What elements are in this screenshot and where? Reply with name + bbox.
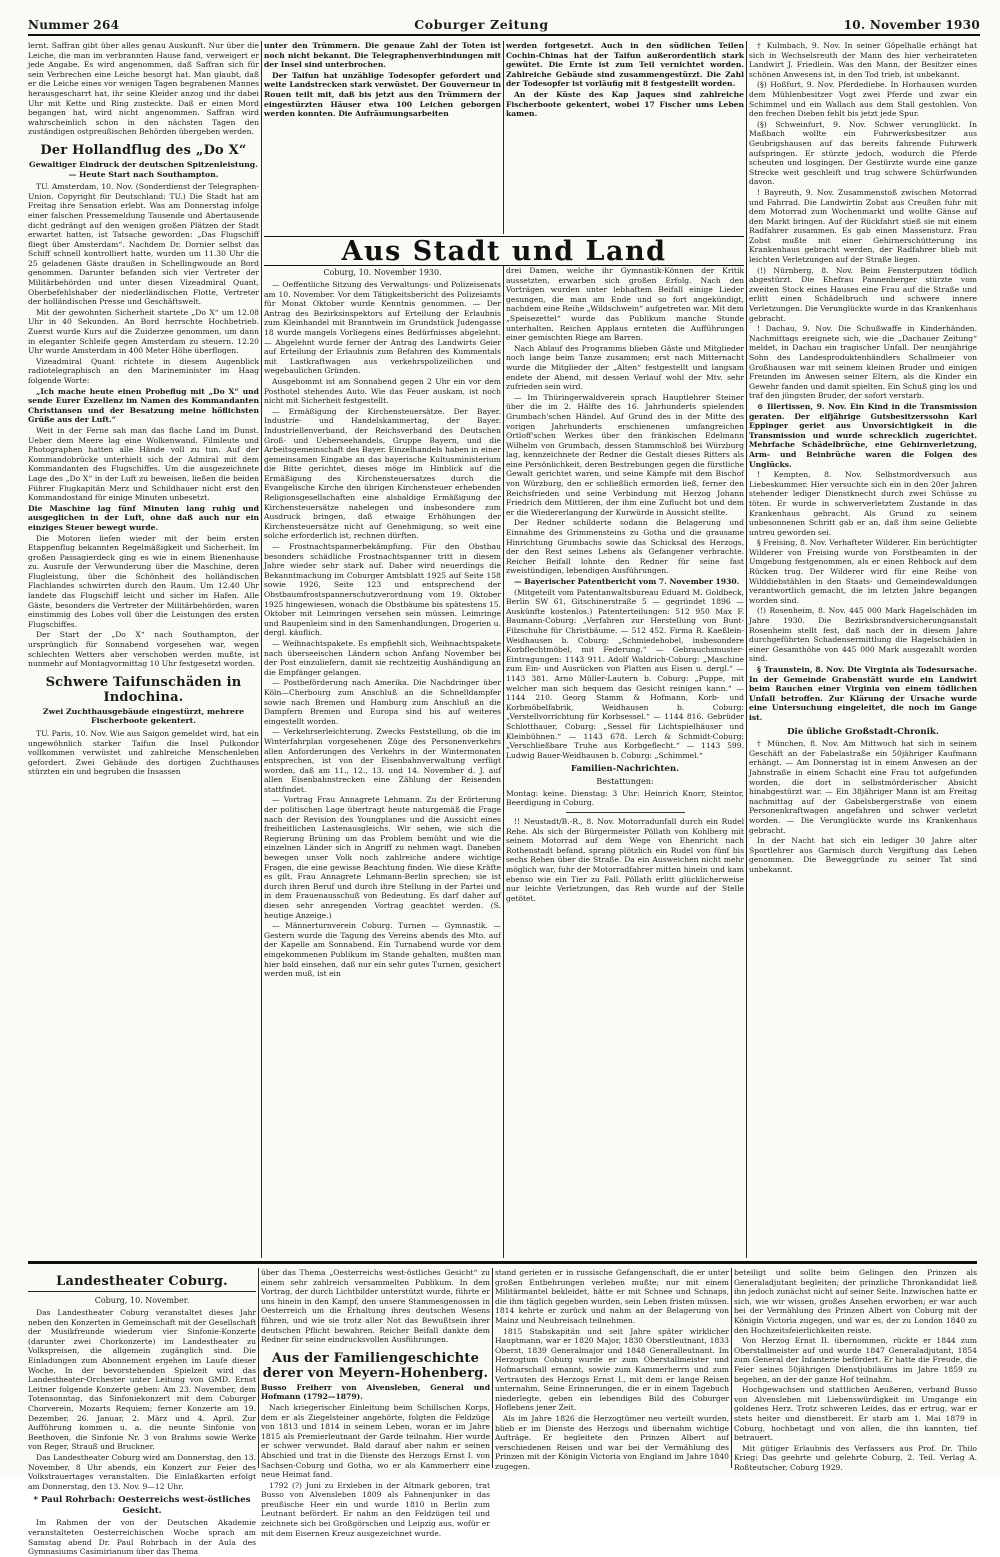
article-paragraph: An der Küste des Kap Jaques sind zahlreiche Fischerboote gekentert, wobei 17 Fischer ums Leben kamen. [506,89,744,119]
article-paragraph: † Kulmbach, 9. Nov. In seiner Göpelhalle erhängt hat sich in Wechselsreuth der Mann des hier verheirateten Landwirt J. Friedlein. Was den Mann, der Besitzer eines schönen Anwesens ist, in den Tod trieb, ist unbekannt. [749,41,977,79]
article-paragraph: † München, 8. Nov. Am Mittwoch hat sich in seinem Geschäft an der Fabelastraße ein 50jähriger Kaufmann erhängt. — Am Donnerstag ist in einem Anwesen an der Jahnstraße in einem Schacht eine Frau tot aufgefunden worden, die dort in selbstmörderischer Absicht hinabgestürzt war. — Ein 38jähriger Mann ist am Freitag nachmittag auf der Gabelsbergerstraße von einem Personenkraftwagen angefahren und schwer verletzt worden. — Die Verunglückte wurde ins Krankenhaus gebracht. [749,739,977,835]
headline-taifun: Schwere Taifunschäden in Indochina. [45,674,242,705]
dateline: Coburg, 10. November. [94,1296,190,1305]
family-news-heading: Familien-Nachrichten. [570,764,680,775]
article-paragraph: (!) Rosenheim, 8. Nov. 445 000 Mark Hagelschäden im Jahre 1930. Die Bezirksbrandversicherungsanstalt Rosenheim stellt fest, daß nach der in diesem Jahre durchgeführten Schadensermittlung die Hagelschäden in einer Gesamthöhe von 445 000 Mark ausgezahlt worden sind. [749,606,977,664]
article-paragraph: — Verkehrserleichterung. Zwecks Feststellung, ob die im Winterfahrplan vorgesehenen Züge des Personenverkehrs allen Anforderungen des Verkehrs in der Wintermonaten entsprechen, ist von der Eisenbahnverwaltung verfügt worden, daß am 11., 12., 13. und 14. November d. J. auf allen Eisenbahnstrecken eine Zählung der Reisenden stattfindet. [264,727,501,794]
article-paragraph: unter den Trümmern. Die genaue Zahl der Toten ist noch nicht bekannt. Die Telegraphenverbindungen mit der Insel sind unterbrochen. [264,41,501,70]
article-paragraph: Als im Jahre 1826 die Herzogtümer neu verteilt wurden, blieb er im Dienste des Herzogs und übernahm wichtige Aufträge. Er begleitete den Prinzen Albert auf verschiedenen Reisen und war bei der Vermählung des Prinzen mit der Königin Victoria von England im Jahre 1840 zugegen. [495,1413,729,1471]
issue-date: 10. November 1930 [843,18,980,32]
article-paragraph: ⊙ Illertissen, 9. Nov. Ein Kind in die Transmission geraten. Der elfjährige Gutsbesitzerssohn Karl Eppinger geriet aus Unvorsichtigkeit in die Transmission und wurde schrecklich zugerichtet. Mehrfache Schädelbrüche, eine Gehirnverletzung, Arm- und Beinbrüche waren die Folgen des Unglücks. [749,401,977,469]
article-paragraph: stand gerieten er in russische Gefangenschaft, die er unter großen Entbehrungen verleben mußte; nur mit einem Militärmantel bekleidet, hätte er mit Schnee und Schnaps, die ihm täglich gegeben wurden, sein Leben fristen müssen. 1814 kehrte er zurück und nahm an der Belagerung von Mainz und Neubreisach teilnehmen. [495,1268,729,1325]
article-paragraph: — Im Thüringerwaldverein sprach Hauptlehrer Steiner über die im 2. Hälfte des 16. Jahrhunderts spielenden Grumbach'schen Händel. Auf Grund des in der Mitte des vorigen Jahrhunderts erschienenen umfangreichen Ortloff'schen Werkes über den fränkischen Edelmann Wilhelm von Grumbach, dessen Stammschloß bei Würzburg lag, kennzeichnete der Redner die Gestalt dieses Ritters als eine Persönlichkeit, deren Bestrebungen gegen die fürstliche Gewalt gerichtet waren, und seine Kämpfe mit dem Bischof von Würzburg, den er schließlich ermorden ließ, ferner den Reichsfrieden und seine Verbindung mit Herzog Johann Friedrich dem Mittleren, der ihm eine Zuflucht bot und dem er die Wiedererlangung der Kurwürde in Aussicht stellte. [506,392,744,517]
bottom-column-2 [261,1268,490,1538]
chronicle-heading: Die übliche Großstadt-Chronik. [787,726,939,737]
masthead [28,14,980,36]
article-paragraph: Montag: keine. Dienstag: 3 Uhr: Heinrich Knorr, Steintor, Beerdigung in Coburg. [506,788,744,808]
headline-landestheater: Landestheater Coburg. [28,1274,256,1292]
article-paragraph: — Frostnachtspannerbekämpfung. Für den Obstbau besonders schädliche Frostnachtspanner tritt in diesem Jahre wieder sehr stark auf. Daher wird neuerdings die Bekanntmachung im Coburger Amtsblatt 1925 auf Seite 158 sowie 1926, Seite 123 und entsprechend der Obstbaumfrostspannerschutzverordnung vom 19. Oktober 1925 hingewiesen, wonach die Obstbäume bis spätestens 15. Oktober mit Leimringen versehen sein müssen. Leimringe und Raupenleim sind in den Samenhandlungen, Drogerien u. dergl. käuflich. [264,542,501,638]
article-paragraph: Der Start der „Do X“ nach Southampton, der ursprünglich für Sonnabend vorgesehen war, wegen schlechten Wetters aber verschoben werden mußte, ist nunmehr auf Montagvormittag 10 Uhr festgesetzt worden. [28,630,259,669]
article-paragraph: Von Herzog Ernst II. übernommen, rückte er 1844 zum Oberstallmeister auf und wurde 1847 Generaladjutant, 1854 zum General der Infanterie befördert. Er hatte die Freude, die Feier seines 50jährigen Dienstjubiläums im Jahre 1859 zu begehen, an der der ganze Hof teilnahm. [734,1336,977,1384]
article-paragraph: — Weihnachtspakete. Es empfiehlt sich, Weihnachtspakete nach überseeischen Ländern schon Anfang November bei der Post einzuliefern, damit sie rechtzeitig Aushändigung an die Empfänger gelangen. [264,638,501,677]
family-news-subheading: Bestattungen: [596,776,654,786]
column-3-top [506,41,744,234]
byline: Busso Freiherr von Alvensleben, General und Hofmann (1792—1879). [261,1382,490,1402]
bottom-column-1 [28,1268,256,1557]
headline-familiengeschichte: Aus der Familiengeschichte derer von Meyern-Hohenberg. [262,1350,489,1381]
article-paragraph: (!) Nürnberg, 8. Nov. Beim Fensterputzen tödlich abgestürzt. Die Ehefrau Pannenberger stürzte vom zweiten Stock eines Hauses eine Frau auf die Straße und erlitt einen Schädelbruch und schwere innere Verletzungen. Die Verunglückte wurde in das Krankenhaus gebracht. [749,265,977,323]
column-divider [503,41,504,234]
column-divider [258,1268,259,1468]
bottom-column-4 [734,1268,977,1472]
column-1 [28,41,259,1258]
section-banner [264,236,744,266]
article-paragraph: !! Neustadt/B.-R., 8. Nov. Motorradunfall durch ein Rudel Rehe. Als sich der Bürgermeister Pöllath von Kohlberg mit seinem Motorrad auf dem Wege von Ehenricht nach Rothenstadt befand, sprang plötzlich ein Rudel von fünf bis sechs Rehen über die Straße. Da ein Ausweichen nicht mehr möglich war, fuhr der Motorradfahrer mitten hinein und kam ebenso wie ein Tier zu Fall. Pöllath erlitt glücklicherweise nur leichte Verletzungen, das Reh wurde auf der Stelle getötet. [506,817,744,903]
article-paragraph: (§) Schweinfurt, 9. Nov. Schwer verunglückt. In Maßbach wollte ein Fuhrwerksbesitzer aus Geubrigshausen auf das bereits fahrende Fuhrwerk aufspringen. Er stürzte jedoch, wodurch die Pferde scheuten und losgingen. Der Gestürzte wurde eine ganze Strecke weit geschleift und trug schwere Schürfwunden davon. [749,119,977,187]
article-paragraph: 1815 Stabskapitän und seit Jahre später wirklicher Hauptmann, war er 1820 Major, 1830 Oberstleutnant, 1833 Oberst, 1839 Generalmajor und 1848 Generalleutnant. Im Herzogtum Coburg wurde er zum Oberstallmeister und Hofmarschall ernannt, sowie zum Kammerherrn und zum Vertrauten des Herzogs Ernst I., mit dem er lange Reisen unternahm. Seine Erinnerungen, die er in einem Tagebuch niederlegte, geben ein lebendiges Bild des Coburger Hoflebens jener Zeit. [495,1326,729,1413]
article-paragraph: (§) Hoßfurt, 9. Nov. Pferdediebe. In Horhausen wurden dem Mühlenbesitzer Vogt zwei Pferde und zwar ein Schimmel und ein Wallach aus dem Stall gestohlen. Von den frechen Dieben fehlt bis jetzt jede Spur. [749,80,977,119]
article-paragraph: ! Kempten, 8. Nov. Selbstmordversuch aus Liebeskummer. Hier versuchte sich ein in den 20er Jahren stehender lediger Dienstknecht durch zwei Schüsse zu töten. Er wurde in schwerverletztem Zustande in das Krankenhaus gebracht. Als Grund zu seinem unbesonnenen Schritt gab er an, daß ihm seine Geliebte untreu geworden sei. [749,470,977,537]
section-divider [28,1261,977,1264]
article-paragraph: — Oeffentliche Sitzung des Verwaltungs- und Polizeisenats am 10. November. Vor dem Tätigkeitsbericht des Polizeiamts für Monat Oktober wurde Kenntnis genommen. — Der Antrag des Bezirksinspektors auf Erteilung der Erlaubnis zum Kleinhandel mit Branntwein im Grundstück Judengasse 18 wurde mangels Vorliegens eines Bedürfnisses abgelehnt. — Abgelehnt wurde ferner der Antrag des Landwirts Geier auf Erteilung der Erlaubnis zum Befahren des Kummentals mit Lastkraftwagen aus verkehrspolizeilichen und wegebaulichen Gründen. [264,280,501,376]
patent-heading: — Bayerischer Patentbericht vom 7. November 1930. [514,577,740,586]
subhead-taifun: Zwei Zuchthausgebäude eingestürzt, mehrere Fischerboote gekentert. [42,706,245,726]
article-paragraph: — Postbeförderung nach Amerika. Die Nachdringer über Köln—Cherbourg zum Anschluß an die Schnelldampfer sowie nach Bremen und Hamburg zum Anschluß an die Dampfern Bremen und Europa sind bis auf weiteres eingestellt worden. [264,678,501,726]
column-4 [749,41,977,1258]
article-paragraph: Ausgebommt ist am Sonnabend gegen 2 Uhr ein vor dem Posthotel stehendes Auto. Wie das Feuer auskam, ist noch nicht mit Sicherheit festgestellt. [264,376,501,406]
article-paragraph: werden fortgesetzt. Auch in den südlichen Teilen Cochin-Chinas hat der Taifun außerordentlich stark gewütet. Die Ernte ist zum Teil vernichtet worden. Zahlreiche Gebäude sind zusammengestürzt. Die Zahl der Todesopfer ist vorläufig mit 8 festgestellt worden. [506,41,744,89]
column-2-top [264,41,501,234]
headline-do-x: Der Hollandflug des „Do X“ [40,142,247,158]
column-3 [506,266,744,1258]
article-paragraph: — Männerturnverein Coburg. Turnen — Gymnastik. — Gestern wurde die Tagung des Vereins abends des Mto. auf der Kapelle am Sonnabend. Ein Turnabend wurde vor dem eingekommenen Publikum im Stande gehalten, mußten man hier bald einsehen, daß nur ein sehr gutes Turnen, gesichert werden muß, ist ein [264,921,501,979]
article-paragraph: Mit der gewohnten Sicherheit startete „Do X“ um 12.08 Uhr in 40 Sekunden. An Bord herrschte Hochbetrieb. Zuerst wurde Kurs auf die Zuiderzee genommen, um dann in eleganter Schleife gegen Amsterdam zu steuern. 12.20 Uhr wurde Amsterdam in 400 Meter Höhe überflogen. [28,307,259,356]
column-divider [492,1268,493,1468]
bold-paragraph: Die Maschine lag fünf Minuten lang ruhig und ausgeglichen in der Luft, ohne daß auch nur ein einziges Steuer bewegt wurde. [28,503,259,532]
bottom-column-3 [495,1268,729,1471]
article-paragraph: Der Redner schilderte sodann die Belagerung und Einnahme des Grimmensteins zu Gotha und die grausame Hinrichtung Grumbachs sowie das Schicksal des Herzogs, der den Rest seines Lebens als Gefangener verbrachte. Reicher Beifall lohnte den Redner für seine fast zweistündigen, lebendigen Ausführungen. [506,518,744,576]
article-paragraph: In der Nacht hat sich ein lediger 30 Jahre alter Sportlehrer aus Garmisch durch Vergiftung das Leben genommen. Die Beweggründe zu seiner Tat sind unbekannt. [749,836,977,874]
article-paragraph: Im Rahmen der von der Deutschen Akademie veranstalteten Oesterreichischen Woche sprach am Samstag abend Dr. Paul Rohrbach in der Aula des Gymnasiums Casimirianum über das Thema [28,1518,256,1557]
article-paragraph: § Freising, 8. Nov. Verhafteter Wilderer. Ein berüchtigter Wilderer von Freising wurde von Forstbeamten in der Umgebung festgenommen, als er einen Rehbock auf dem Rücken trug. Der Wilderer wird für eine Reihe von Wilddiebstählen in den Staats- und Gemeindewaldungen verantwortlich gemacht, die im letzten Jahre begangen worden sind. [749,538,977,605]
article-paragraph: Der Taifun hat unzählige Todesopfer gefordert und weite Landstrecken stark verwüstet. Der Gouverneur in Rouen teilt mit, daß bis jetzt aus den Trümmern der eingestürzten Häuser etwa 100 Leichen geborgen werden konnten. Die Aufräumungsarbeiten [264,70,501,119]
dateline: Coburg, 10. November 1930. [323,268,442,277]
article-paragraph: Hochgewachsen und stattlichen Aeußeren, verband Busso von Alvensleben mit Liebenswürdigkeit im Umgange ein goldenes Herz. Trotz schweren Leides, das er ertrug, war er stets heiter und dienstbereit. Er starb am 1. Mai 1879 in Coburg, hochbetagt und von allen, die ihn kannten, tief betrauert. [734,1385,977,1443]
subhead-do-x: Gewaltiger Eindruck der deutschen Spitzenleistung. — Heute Start nach Southampton. [29,159,258,179]
article-paragraph: — Vortrag Frau Annagrete Lehmann. Zu der Erörterung der politischen Lage übertragt heute naturgemäß die Frage nach der Revision des Youngplanes und die Aussicht eines freiheitlichen Lastenausgleichs. Wir sehen, wie sich die Regierung Brüning um das Problem bemüht und wie die einzelnen Länder sich in Angriff zu nehmen wagt. Daneben bewegen unser Volk noch zahlreiche andere wichtige Fragen, die eine gewisse Beachtung finden. Wie diese Kräfte es gilt, Frau Annagrete Lehmann-Berlin sprechen; sie ist durch ihren Beruf und durch ihre Stellung in der Partei und in dem Frauenausschuß von Bedeutung. Es darf daher auf diesen sehr anregenden Vortrag geachtet werden. (S. heutige Anzeige.) [264,795,501,920]
section-title: Aus Stadt und Land [341,235,667,267]
article-paragraph: lernt. Saffran gibt über alles genau Auskunft. Nur über die Leiche, die man im verbrannten Hause fand, verweigert er jede Angabe. Es wird angenommen, daß Saffran sich für sein Verbrechen eine Leiche besorgt hat. Man glaubt, daß er die Leiche eines vor wenigen Tagen begrabenen Mannes herausgescharrt hat, ihr seine Kleider anzog und ihr dabei Uhr mit Kette und Ring zusteckte. Daß er einen Mord begangen hat, wird nicht angenommen. Saffran wird wahrscheinlich schon in den nächsten Tagen den zuständigen ostpreußischen Behörden übergeben werden. [28,41,259,137]
article-paragraph: über das Thema „Oesterreichs west-östliches Gesicht“ zu einem sehr zahlreich versammelten Publikum. In dem Vortrag, der durch Lichtbilder unterstützt wurde, führte er uns hinein in den Kampf, den unsere Stammesgenossen in Oesterreich um die Erhaltung ihres deutschen Wesens führen, und wie sie trotz aller Not das Bewußtsein ihrer deutschen Pflicht bewahren. Reicher Beifall dankte dem Redner für seine eindrucksvollen Ausführungen. [261,1268,490,1345]
column-divider [731,1268,732,1468]
column-divider [503,266,504,1258]
article-paragraph: Die Motoren liefen wieder mit der beim ersten Etappenflug bekannten Regelmäßigkeit und Sicherheit. Im großen Passagierdeck ging es wie in einem Bienenhause zu. Ausrufe der Verwunderung über die Maschine, deren Flugleistung, über die Schönheit des holländischen Flachlandes schwirrten durch den Raum. Um 12.40 Uhr landete das Flugschiff leicht und sicher im Hafen. Alle Gäste, besonders die Vertreter der Militärbehörden, waren einstimmig des Lobes voll über die Leistungen des ersten Flugschiffes. [28,533,259,629]
article-paragraph: Das Landestheater Coburg wird am Donnerstag, den 13. November, 8 Uhr abends, ein Konzert zur Feier des Volkstrauertages veranstalten. Die Einlaßkarten erfolgt am Donnerstag, den 13. Nov. 9—12 Uhr. [28,1452,256,1491]
article-paragraph: drei Damen, welche ihr Gymnastik-Können der Kritik aussetzten, erwarben sich großen Erfolg. Nach den Vorträgen wurden unter lebhaftem Beifall einige Lieder gesungen, die man am Ende und so fort angekündigt, nachdem eine Reihe „Wildschwein“ aufgetreten war. Mit dem „Speisezettel“ wurde das Publikum manche Stunde unterhalten. Reichen Applaus ernteten die Aufführungen einer gemischten Riege am Barren. [506,266,744,343]
article-paragraph: ! Dachau, 9. Nov. Die Schußwaffe in Kinderhänden. Nachmittags ereignete sich, wie die „Dachauer Zeitung“ meldet, in Dachau ein tragischer Unfall. Der neunjährige Sohn des Landesproduktenhändlers Schallmeier von Großhausen war mit seinem kleinen Bruder und einigen Freunden im Anwesen seiner Eltern, als die Kinder ein Gewehr fanden und damit spielten. Ein Schuß ging los und traf den jüngsten Bruder, der sofort verstarb. [749,324,977,401]
article-paragraph: 1792 (?) Juni zu Erxleben in der Altmark geboren, trat Busso von Alvensleben 1809 als Fahnenjunker in das preußische Heer ein und wurde 1810 in Berlin zum Leutnant befördert. Er nahm an den Feldzügen teil und zeichnete sich bei Großgörschen und Leipzig aus, wofür er mit dem Eisernen Kreuz ausgezeichnet wurde. [261,1480,490,1538]
page-number: Nummer 264 [28,18,120,32]
column-divider [261,41,262,1258]
article-paragraph: ! Bayreuth, 9. Nov. Zusammenstoß zwischen Motorrad und Fahrrad. Die Landwirtin Zobst aus Creußen fuhr mit dem Motorrad zum Wochenmarkt und wollte Gänse auf den Markt bringen. Auf der Rückfahrt stieß sie mit einem Radfahrer zusammen. Es gab einen Massensturz. Frau Zobst mußte mit einer Gehirnerschütterung ins Krankenhaus gebracht werden, der Radfahrer blieb mit leichten Verletzungen auf der Straße liegen. [749,187,977,265]
article-paragraph: — Ermäßigung der Kirchensteuersätze. Der Bayer. Industrie- und Handelskammertag, der Bayer. Industriellenverband, der Reichsverband des Deutschen Groß- und Ueberseehandels, Gruppe Bayern, und die Arbeitsgemeinschaft des Bayer. Einzelhandels haben in einer gemeinsamen Eingabe an das bayerische Kultusministerium die Bitte gerichtet, dieses möge im Hinblick auf die Ermäßigung des Kirchensteuersatzes durch die Evangelische Kirche den übrigen Kirchensteuer erhebenden Religionsgesellschaften eine alsbaldige Ermäßigung der Kirchensteuersätze nahelegen und insbesondere zum Ausdruck bringen, daß etwaige Erhöhungen der Kirchensteuersätze nicht auf Genehmigung, so weit eine solche erforderlich ist, rechnen dürften. [264,406,501,541]
article-paragraph: beteiligt und sollte beim Gelingen den Prinzen als Generaladjutant begleiten; der prinzliche Thronkandidat ließ ihn jedoch zunächst nicht auf seiner Seite. Inzwischen hatte er sich, wie wir wissen, großes Ansehen erworben; er war auch bei der Vermählung des Prinzen Albert von Coburg mit der Königin Victoria zugegen, und war es, der zu London 1840 zu den Hochzeitsfeierlichkeiten reiste. [734,1268,977,1335]
article-paragraph: Das Landestheater Coburg veranstaltet dieses Jahr neben den Konzerten in Gemeinschaft mit der Gesellschaft der Musikfreunde wiederum vier Sinfonie-Konzerte (darunter zwei Chorkonzerte) im Landestheater zu Volkspreisen, die allgemein zugänglich sind. Die Einladungen zum Abonnement ergehen im Laufe dieser Woche. In der bevorstehenden Spielzeit wird das Landestheater-Orchester unter Leitung von GMD. Ernst Leitner folgende Konzerte geben: Am 23. November, dem Totensonntag, das Sinfoniekonzert mit dem Coburger Chorverein, Mozarts Requiem; ferner Konzerte am 19. Dezember, 26. Januar, 2. März und 4. April. Zur Aufführung kommen u. a. die neunte Sinfonie von Beethoven, die Sinfonie Nr. 3 von Brahms sowie Werke von Reger, Strauß und Bruckner. [28,1308,256,1452]
quote-paragraph: „Ich mache heute einen Probeflug mit „Do X“ und sende Eurer Exzellenz im Namen des Kommandanten Christiansen und der Besatzung meine höflichsten Grüße aus der Luft.“ [28,386,259,425]
article-paragraph: TU. Amsterdam, 10. Nov. (Sonderdienst der Telegraphen-Union. Copyright für Deutschland: TU.) Die Stadt hat am Freitag ihre Sensation erlebt. Was am Donnerstag infolge einer falschen Pressemeldung Tausende und Abertausende dicht gedrängt auf den wenigen großen Plätzen der Stadt erwartet hatten, ist Tatsache geworden: „Das Flugschiff fliegt über Amsterdam“. Nachdem Dr. Dornier selbst das Schiff schnell kontrolliert hatte, wurden um 11.30 Uhr die 25 geladenen Gäste draußen in Schellingwoude an Bord genommen. Darunter befanden sich vier Vertreter der Militärbehörden und unter diesen Vizeadmiral Quant, Oberbefehlshaber der niederländischen Flotte, Vertreter der holländischen Presse und Geschäftswelt. [28,182,259,307]
article-paragraph: TU. Paris, 10. Nov. Wie aus Saigon gemeldet wird, hat ein ungewöhnlich starker Taifun die Insel Pulkondor vollkommen verwüstet und zahlreiche Menschenleben gefordert. Zwei Gebäude des dortigen Zuchthauses stürzten ein und begruben die Insassen [28,729,259,777]
column-divider [746,41,747,1258]
divider [566,812,685,813]
article-paragraph: Weit in der Ferne sah man das flache Land im Dunst. Ueber dem Meere lag eine Wolkenwand. Filmleute und Photographen hatten alle Hände voll zu tun. Auf der Kommandobrücke unterhielt sich der Admiral mit dem Kommandanten des Flugschiffes. Um die ausgezeichnete Lage des „Do X“ in der Luft zu beweisen, ließen die beiden Führer Flugkapitän Merz und Schildhauer nicht erst den Kommandostand für einige Minuten unbesetzt. [28,425,259,503]
article-paragraph: Nach kriegerischer Einleitung beim Schillschen Korps, dem er als Ziegelsteiner angehörte, folgten die Feldzüge von 1813 und 1814 in seinem Leben, woran er im Jahre 1815 als Premierleutnant der Garde teilnahm. Hier wurde er schwer verwundet. Bald darauf aber nahm er seinen Abschied und trat in die Dienste des Herzogs Ernst I. von Sachsen-Coburg und Gotha, wo er als Kammerherr eine neue Heimat fand. [261,1402,490,1480]
column-2 [264,266,501,1258]
article-paragraph: Mit gütiger Erlaubnis des Verfassers aus Prof. Dr. Thilo Krieg: Das geehrte und gelehrte Coburg, 2. Teil. Verlag A. Roßteutscher, Coburg 1929. [734,1443,977,1472]
paper-title: Coburger Zeitung [414,17,549,32]
subheading-rohrbach: * Paul Rohrbach: Oesterreichs west-östliches Gesicht. [33,1495,251,1516]
article-paragraph: Vizeadmiral Quant richtete in diesem Augenblick radiotelegraphisch an den Marineminister im Haag folgende Worte: [28,356,259,385]
article-paragraph: Nach Ablauf des Programms blieben Gäste und Mitglieder noch lange beim Tanze zusammen; erst nach Mitternacht wurde die Mitglieder der „Alten“ festgestellt und langsam endete der Abend, mit dessen Verlauf wohl der Mtv. sehr zufrieden sein wird. [506,343,744,392]
article-paragraph: (Mitgeteilt vom Patentanwaltsbureau Eduard M. Goldbeck, Berlin SW 61, Gitschinerstraße 5 — gegründet 1896 — Auskünfte kostenlos.) Patenterteilungen: 512 950 Max F. Baumann-Coburg: „Verfahren zur Herstellung von Bunt-Filzschuhe für Christbäume. — 512 452. Firma R. Kaeßlein-Weidhausen b. Coburg: „Schmiedehobel, insbesondere Korbflechtmöbel, mit Federung.“ — Gebrauchsmuster-Eintragungen: 1143 911. Adolf Waldrich-Coburg: „Maschine zum Ein- und Ausrücken von Platten aus Eisen u. dergl.“ — 1143 381. Arno Müller-Lautern b. Coburg: „Puppe, mit welcher man sich bequem das Gesicht reinigen kann.“ — 1144 210. Georg Stamm & Hofmann, Korb- und Korbmöbelfabrik, Weidhausen b. Coburg: „Verstellvorrichtung für Korbsessel.“ — 1144 816. Gebrüder Schlotthauer, Coburg: „Sessel für Lichtspielhäuser und Kleinbühnen.“ — 1143 678. Lerch & Schmidt-Coburg: „Verschließbare Truhe aus Korbgeflecht.“ — 1143 599. Ludwig Bauer-Weidhausen b. Coburg: „Schimmel.“ [506,587,744,760]
article-paragraph: § Traunstein, 8. Nov. Die Virginia als Todesursache. In der Gemeinde Grabenstätt wurde ein Landwirt beim Rauchen einer Virginia von einem tödlichen Unfall betroffen. Zur Klärung der Ursache wurde eine Untersuchung eingeleitet, die noch im Gange ist. [749,665,977,722]
